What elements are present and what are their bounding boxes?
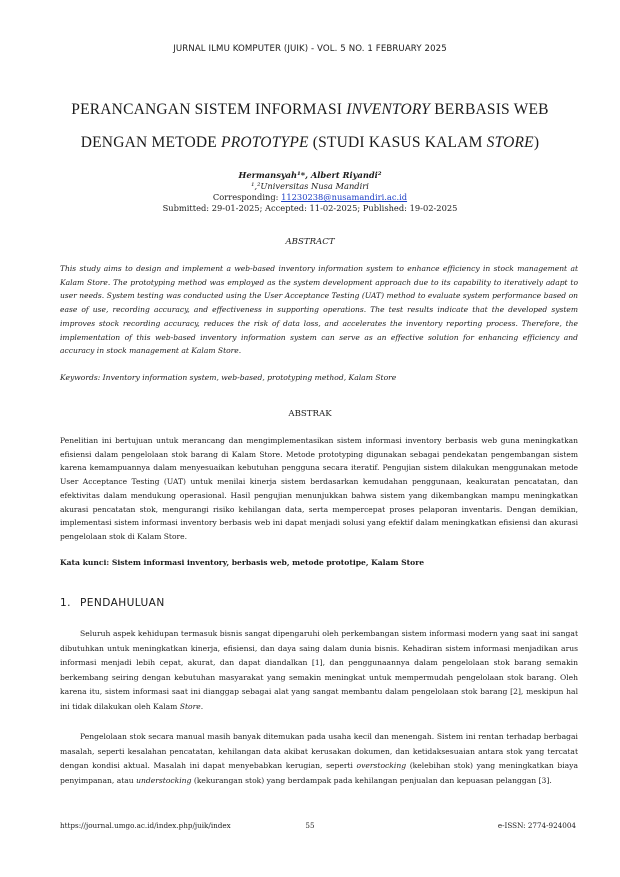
footer-page-number: 55	[305, 821, 315, 830]
footer-issn: e-ISSN: 2774-924004	[497, 821, 576, 830]
submission-dates: Submitted: 29-01-2025; Accepted: 11-02-2025; Published: 19-02-2025	[162, 203, 458, 213]
body-paragraph-2: Pengelolaan stok secara manual masih banyak ditemukan pada usaha kecil dan menengah. Sistem ini rentan terhadap berbagai masalah, seperti kesalahan pencatatan, kehilangan data akibat kerusakan dokumen, dan ketidaksesuaian antara stok yang tercatat dengan kondisi aktual. Masalah ini dapat menyebabkan kerugian, seperti overstocking (kelebihan stok) yang meningkatkan biaya penyimpanan, atau understocking (kekurangan stok) yang berdampak pada kehilangan penjualan dan kepuasan pelanggan [3].	[60, 732, 578, 785]
corresponding-label: Corresponding:	[212, 192, 282, 202]
corresponding-line	[0, 192, 620, 203]
paper-title-line-1: PERANCANGAN SISTEM INFORMASI INVENTORY BERBASIS WEB	[71, 101, 549, 118]
corresponding-email-link[interactable]: 11230238@nusamandiri.ac.id	[281, 192, 408, 202]
author-block	[0, 170, 620, 214]
abstrak-heading: ABSTRAK	[288, 409, 332, 419]
section-heading-pendahuluan	[60, 597, 165, 609]
keywords-id: Kata kunci: Sistem informasi inventory, berbasis web, metode prototipe, Kalam Store	[60, 558, 425, 567]
section-title: PENDAHULUAN	[80, 597, 165, 609]
abstract-text: This study aims to design and implement a web-based inventory information system to enhance efficiency in stock management at Kalam Store. The prototyping method was employed as the system development approach due to its capability to iteratively adapt to user needs. System testing was conducted using the User Acceptance Testing (UAT) method to evaluate system performance based on ease of use, recording accuracy, and effectiveness in supporting operations. The test results indicate that the developed system improves stock recording accuracy, reduces the risk of data loss, and accelerates the inventory reporting process. Therefore, the implementation of this web-based inventory information system can serve as an effective solution for enhancing efficiency and accuracy in stock management at Kalam Store.	[60, 264, 578, 356]
keywords-en: Keywords: Inventory information system, web-based, prototyping method, Kalam Store	[60, 373, 397, 382]
abstract-heading: ABSTRACT	[285, 237, 335, 247]
abstrak-text: Penelitian ini bertujuan untuk merancang dan mengimplementasikan sistem informasi inventory berbasis web guna meningkatkan efisiensi dalam pengelolaan stok barang di Kalam Store. Metode prototyping digunakan sebagai pendekatan pengembangan sistem karena kemampuannya dalam menyesuaikan kebutuhan pengguna secara iteratif. Pengujian sistem dilakukan menggunakan metode User Acceptance Testing (UAT) untuk menilai kinerja sistem berdasarkan kemudahan penggunaan, keakuratan pencatatan, dan efektivitas dalam mendukung operasional. Hasil pengujian menunjukkan bahwa sistem yang dikembangkan mampu meningkatkan akurasi pencatatan stok, mengurangi risiko kehilangan data, serta mempercepat proses pelaporan inventaris. Dengan demikian, implementasi sistem informasi inventory berbasis web ini dapat menjadi solusi yang efektif dalam meningkatkan efisiensi dan akurasi pengelolaan stok di Kalam Store.	[60, 436, 578, 541]
section-number: 1.	[60, 597, 71, 609]
paper-title-line-2: DENGAN METODE PROTOTYPE (STUDI KASUS KALAM STORE)	[80, 134, 540, 151]
author-names: Hermansyah¹*, Albert Riyandi²	[238, 170, 382, 180]
footer-url: https://journal.umgo.ac.id/index.php/juik/index	[60, 821, 231, 830]
body-paragraph-1: Seluruh aspek kehidupan termasuk bisnis sangat dipengaruhi oleh perkembangan sistem informasi modern yang saat ini sangat dibutuhkan untuk meningkatkan kinerja, efisiensi, dan daya saing dalam dunia bisnis. Kehadiran sistem informasi menjadikan arus informasi menjadi lebih cepat, akurat, dan dapat diandalkan [1], dan penggunaannya dalam pengelolaan stok barang semakin berkembang seiring dengan kebutuhan masyarakat yang semakin meningkat untuk mempermudah pengelolaan stok barang. Oleh karena itu, sistem informasi saat ini dianggap sebagai alat yang sangat membantu dalam pengelolaan stok barang [2], meskipun hal ini tidak dilakukan oleh Kalam Store.	[60, 629, 578, 711]
journal-header: JURNAL ILMU KOMPUTER (JUIK) - VOL. 5 NO. 1 FEBRUARY 2025	[173, 44, 447, 54]
author-affiliation: ¹,²Universitas Nusa Mandiri	[251, 181, 369, 191]
